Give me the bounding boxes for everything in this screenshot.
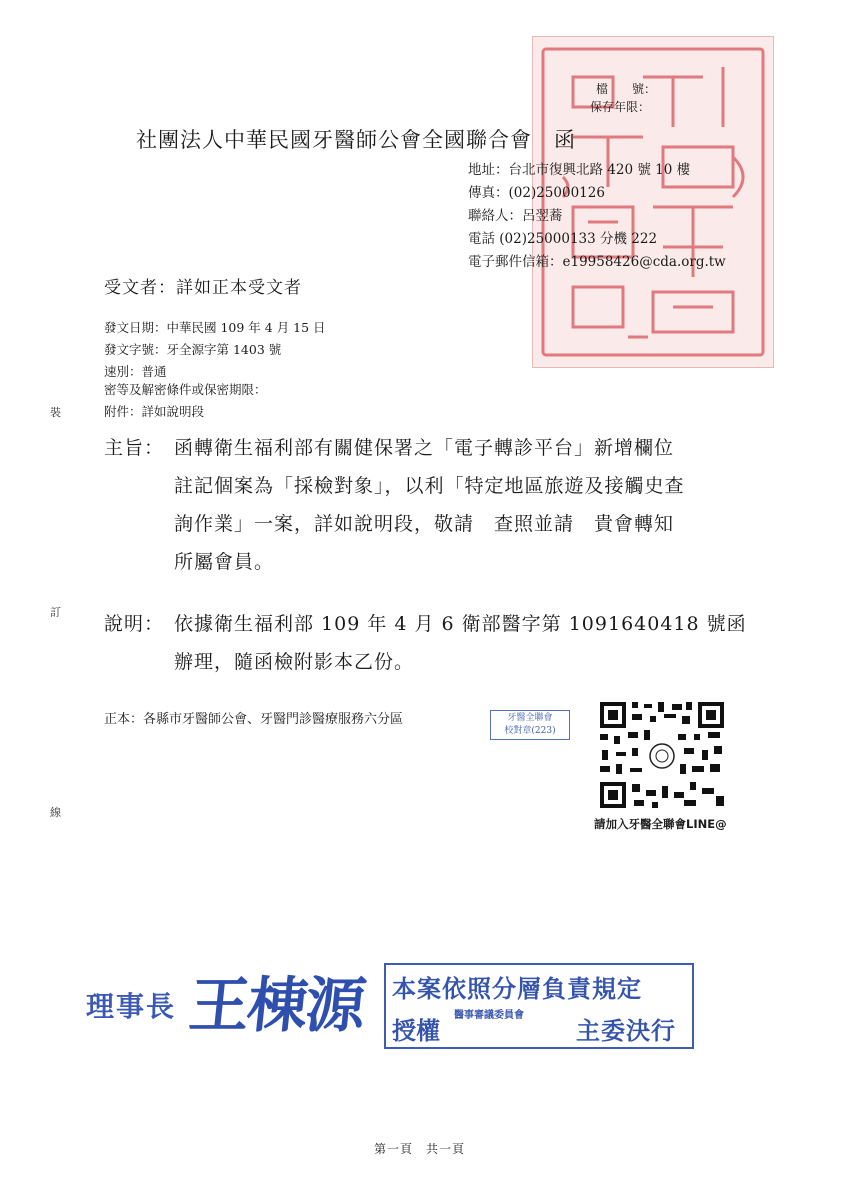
- chairman-title-stamp: 理事長: [86, 990, 177, 1023]
- contact-address: 地址：台北市復興北路 420 號 10 樓: [468, 162, 691, 178]
- authorization-committee: 醫事審議委員會: [454, 1010, 524, 1021]
- proof-stamp-line: 牙醫全聯會: [507, 713, 553, 723]
- proofreading-stamp: [490, 710, 570, 740]
- recipient: 受文者：詳如正本受文者: [104, 278, 302, 298]
- contact-person: 聯絡人：呂翌蕎: [468, 208, 563, 224]
- chairman-signature-stamp: 王棟源: [185, 971, 368, 1041]
- explanation-line: 依據衛生福利部 109 年 4 月 6 衛部醫字第 1091640418 號函: [174, 613, 747, 635]
- document-title: 社團法人中華民國牙醫師公會全國聯合會 函: [136, 128, 576, 152]
- subject-line: 註記個案為「採檢對象」，以利「特定地區旅遊及接觸史查: [174, 475, 685, 497]
- proof-stamp-line: 校對章(223): [504, 726, 556, 736]
- binding-margin-mark: 裝: [50, 406, 61, 419]
- issue-date: 發文日期：中華民國 109 年 4 月 15 日: [104, 320, 326, 335]
- authorization-stamp: [384, 963, 694, 1049]
- subject-text: [174, 429, 784, 581]
- subject-line: 函轉衛生福利部有關健保署之「電子轉診平台」新增欄位: [174, 437, 675, 459]
- page-number: 第一頁 共一頁: [374, 1142, 466, 1156]
- delivery-speed: 速別：普通: [104, 364, 167, 379]
- binding-margin-mark: 線: [50, 806, 61, 819]
- authorization-line-1: 本案依照分層負責規定: [392, 974, 642, 1003]
- subject-line: 所屬會員。: [174, 551, 275, 573]
- binding-margin-mark: 訂: [50, 606, 61, 619]
- contact-email: 電子郵件信箱：e19958426@cda.org.tw: [468, 254, 726, 270]
- line-qr-code[interactable]: [598, 700, 726, 810]
- contact-fax: 傳真：(02)25000126: [468, 185, 605, 201]
- authorization-line-2: 授權: [392, 1016, 440, 1045]
- secrecy-level: 密等及解密條件或保密期限：: [104, 382, 267, 397]
- copy-recipients: 正本：各縣市牙醫師公會、牙醫門診醫療服務六分區: [104, 712, 404, 727]
- archive-number-label: 檔 號：: [596, 82, 657, 96]
- subject-label: 主旨：: [104, 437, 165, 459]
- contact-phone: 電話 (02)25000133 分機 222: [468, 231, 658, 247]
- explanation-label: 說明：: [104, 613, 165, 635]
- explanation-line: 辦理，隨函檢附影本乙份。: [174, 651, 415, 673]
- attachment-note: 附件：詳如說明段: [104, 404, 205, 419]
- retention-period-label: 保存年限：: [590, 100, 651, 114]
- qr-caption: 請加入牙醫全聯會LINE@: [594, 817, 727, 831]
- authorization-decider: 主委決行: [576, 1016, 676, 1045]
- document-number: 發文字號：牙全源字第 1403 號: [104, 342, 282, 357]
- explanation-text: [174, 605, 774, 681]
- subject-line: 詢作業」一案，詳如說明段，敬請 查照並請 貴會轉知: [174, 513, 675, 535]
